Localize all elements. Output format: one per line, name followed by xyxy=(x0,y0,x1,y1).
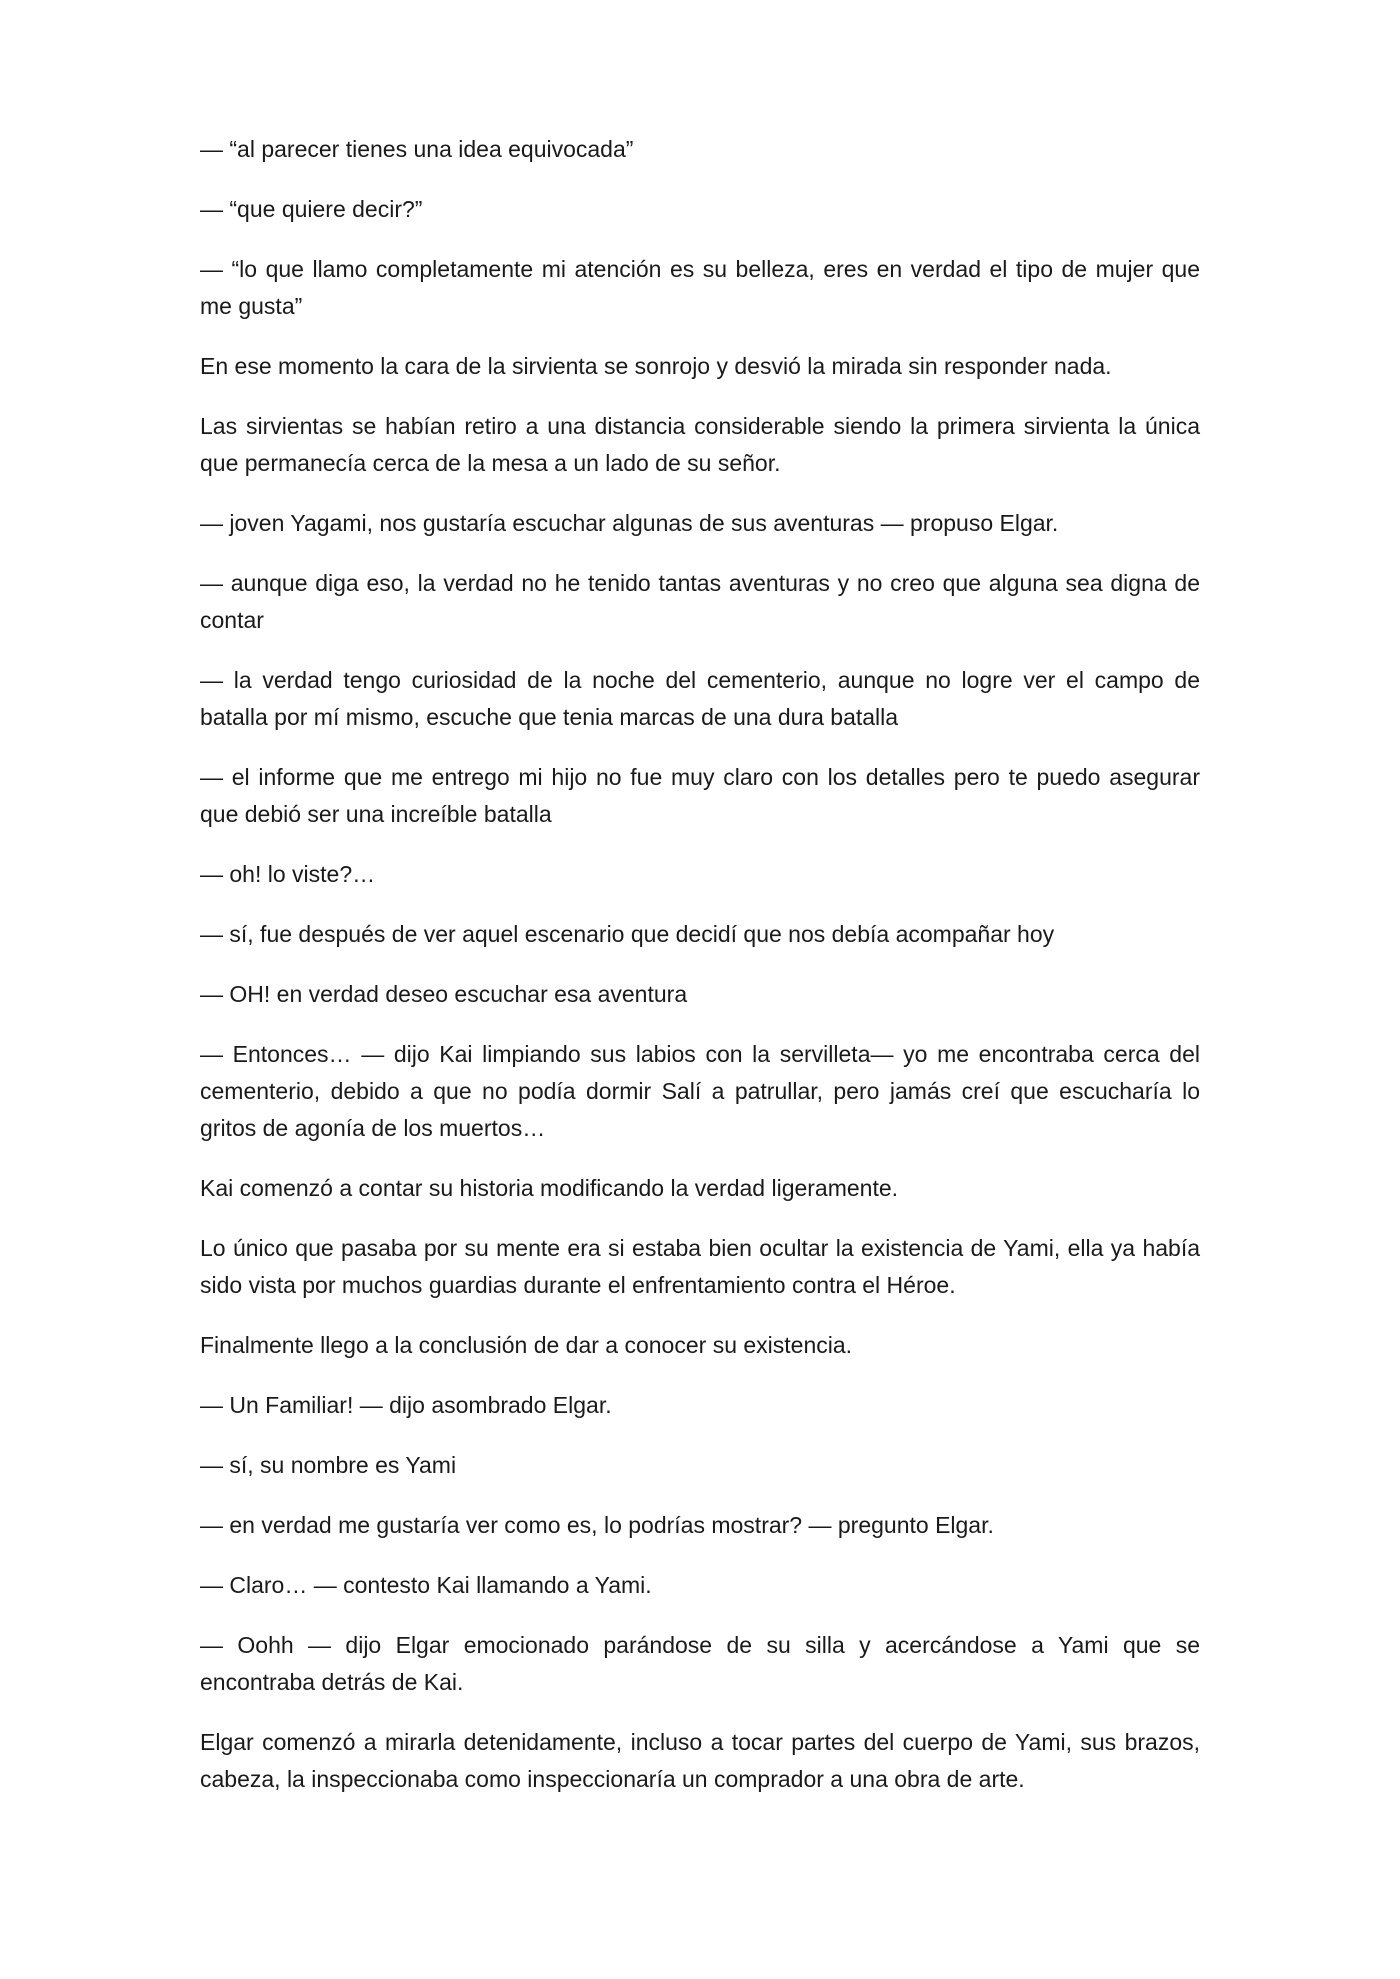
paragraph: — “al parecer tienes una idea equivocada” xyxy=(200,136,634,162)
paragraph: — Claro… — contesto Kai llamando a Yami. xyxy=(200,1572,652,1598)
paragraph: — Oohh — dijo Elgar emocionado parándose de su silla y acercándose a Yami que se encontraba detrás de Kai. xyxy=(200,1632,1200,1695)
document-body xyxy=(200,131,1200,1821)
paragraph: — OH! en verdad deseo escuchar esa aventura xyxy=(200,981,688,1007)
paragraph: — “lo que llamo completamente mi atención es su belleza, eres en verdad el tipo de mujer que me gusta” xyxy=(200,256,1200,319)
paragraph: — oh! lo viste?… xyxy=(200,861,376,887)
paragraph: — el informe que me entrego mi hijo no fue muy claro con los detalles pero te puedo asegurar que debió ser una increíble batalla xyxy=(200,764,1200,827)
paragraph: Finalmente llego a la conclusión de dar a conocer su existencia. xyxy=(200,1332,853,1358)
paragraph: — la verdad tengo curiosidad de la noche del cementerio, aunque no logre ver el campo de batalla por mí mismo, escuche que tenia marcas de una dura batalla xyxy=(200,667,1200,730)
paragraph: Lo único que pasaba por su mente era si estaba bien ocultar la existencia de Yami, ella ya había sido vista por muchos guardias durante el enfrentamiento contra el Héroe. xyxy=(200,1235,1200,1298)
paragraph: — Un Familiar! — dijo asombrado Elgar. xyxy=(200,1392,612,1418)
paragraph: — “que quiere decir?” xyxy=(200,196,423,222)
paragraph: Las sirvientas se habían retiro a una distancia considerable siendo la primera sirvienta la única que permanecía cerca de la mesa a un lado de su señor. xyxy=(200,413,1200,476)
paragraph: — aunque diga eso, la verdad no he tenido tantas aventuras y no creo que alguna sea digna de contar xyxy=(200,570,1200,633)
paragraph: Kai comenzó a contar su historia modificando la verdad ligeramente. xyxy=(200,1175,899,1201)
paragraph: — Entonces… — dijo Kai limpiando sus labios con la servilleta— yo me encontraba cerca del cementerio, debido a que no podía dormir Salí a patrullar, pero jamás creí que escucharía lo gritos de agonía de los muertos… xyxy=(200,1041,1200,1141)
paragraph: — sí, su nombre es Yami xyxy=(200,1452,457,1478)
paragraph: Elgar comenzó a mirarla detenidamente, incluso a tocar partes del cuerpo de Yami, sus brazos, cabeza, la inspeccionaba como inspeccionaría un comprador a una obra de arte. xyxy=(200,1729,1200,1792)
paragraph: En ese momento la cara de la sirvienta se sonrojo y desvió la mirada sin responder nada. xyxy=(200,353,1112,379)
paragraph: — joven Yagami, nos gustaría escuchar algunas de sus aventuras — propuso Elgar. xyxy=(200,510,1059,536)
paragraph: — en verdad me gustaría ver como es, lo podrías mostrar? — pregunto Elgar. xyxy=(200,1512,994,1538)
paragraph: — sí, fue después de ver aquel escenario que decidí que nos debía acompañar hoy xyxy=(200,921,1055,947)
